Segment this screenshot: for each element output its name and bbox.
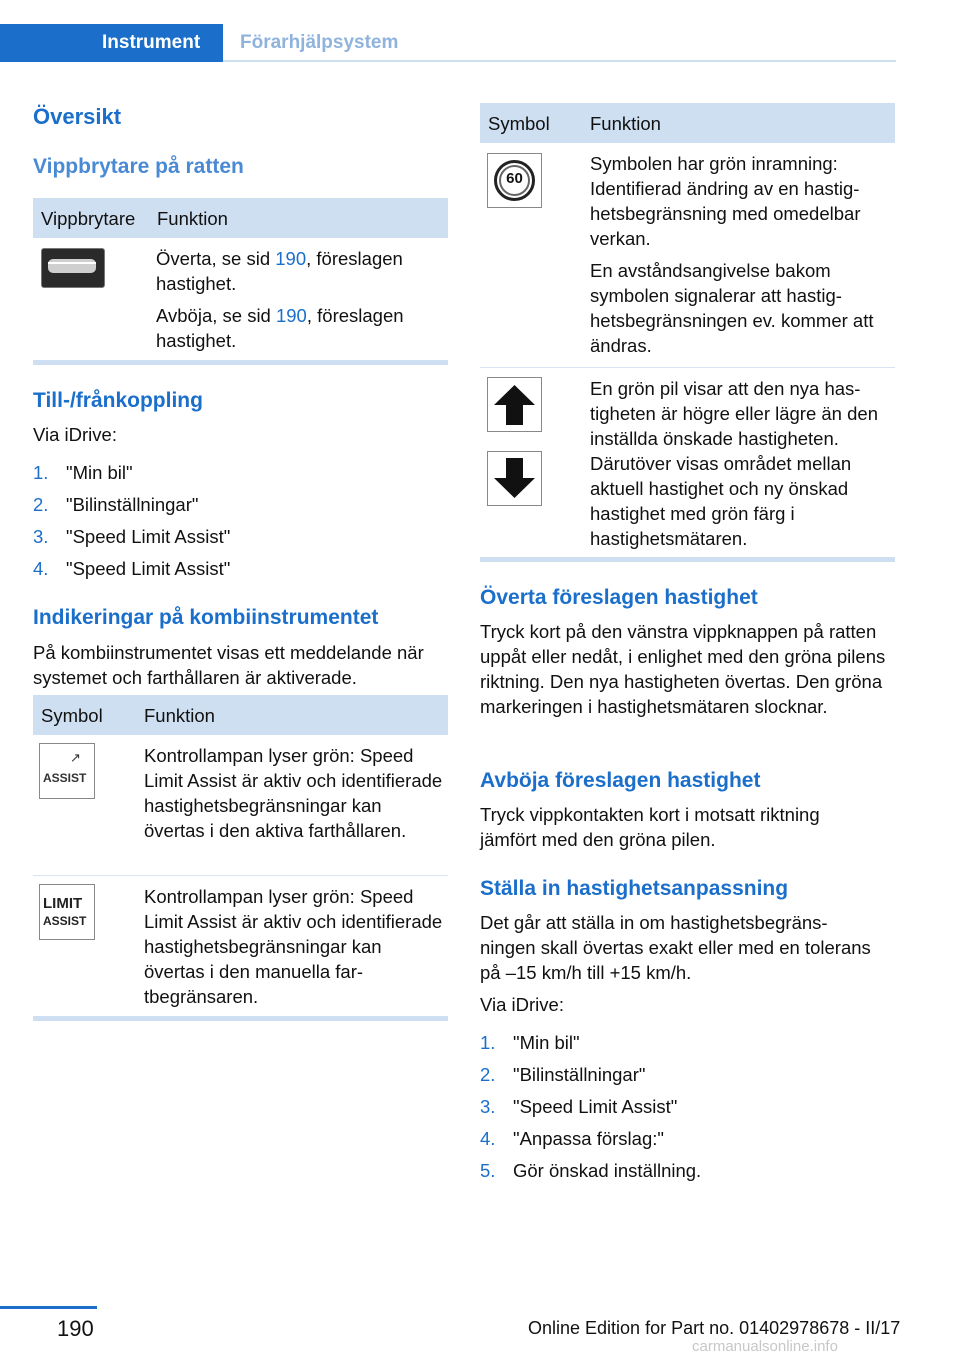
table-row <box>33 876 448 1016</box>
table-end-bar <box>480 557 895 562</box>
list-item: 3. "Speed Limit Assist" <box>480 1096 678 1117</box>
assist-indicator-icon: ↗ ASSIST <box>39 743 95 799</box>
table-end-bar <box>33 1016 448 1021</box>
assist-function-text: Kontrollampan lyser grön: Speed Limit Assist är aktiv och identifierade hastighetsbegränsningar kan övertas i den aktiva farthållaren. <box>144 745 443 841</box>
column-header-symbol: Symbol <box>41 705 103 726</box>
adjust-steps-list <box>480 1030 701 1190</box>
list-item: 1. "Min bil" <box>33 462 133 483</box>
symbol-table <box>480 103 895 562</box>
column-header-funktion: Funktion <box>157 208 228 229</box>
adjust-text: Det går att ställa in om hastighetsbegränsningen skall övertas exakt eller med en tolerans på –15 km/h till +15 km/h. <box>480 912 871 983</box>
list-item: 2. "Bilinställningar" <box>480 1064 646 1085</box>
column-header-vippbrytare: Vippbrytare <box>41 208 136 229</box>
page-link-190[interactable]: 190 <box>275 248 307 269</box>
column-header-funktion: Funktion <box>144 705 215 726</box>
rocker-table <box>33 198 448 365</box>
table-header <box>480 103 895 143</box>
footer-divider <box>0 1306 97 1309</box>
section-heading-accept: Överta föreslagen hastighet <box>480 586 758 609</box>
tab-instrument[interactable]: Instrument <box>0 24 223 62</box>
table-header <box>33 695 448 735</box>
list-item: 4. "Speed Limit Assist" <box>33 558 231 579</box>
rocker-function-text: Överta, se sid 190, föreslagen hastighet. Avböja, se sid 190, föreslagen hastighet. <box>156 248 404 351</box>
list-item: 2. "Bilinställningar" <box>33 494 199 515</box>
page-number: 190 <box>57 1316 94 1341</box>
arrow-function-text: En grön pil visar att den nya hastigheten är högre eller lägre än den inställda önskade hastigheten. Därutöver visas området mellan aktuell hastighet och ny önskad hastighet med grön färg i hastighetsmätaren. <box>590 378 878 549</box>
arrow-up-icon <box>487 377 542 432</box>
table-row <box>33 735 448 875</box>
limit-assist-function-text: Kontrollampan lyser grön: Speed Limit Assist är aktiv och identifierade hastighetsbegränsningar kan övertas i den manuella fartbegränsaren. <box>144 886 443 1007</box>
page-title: Översikt <box>33 104 122 129</box>
edition-text: Online Edition for Part no. 01402978678 - II/17 <box>528 1318 901 1338</box>
speed-limit-function-text: Symbolen har grön inramning: Identifierad ändring av en hastighetsbegränsning med omedelbar verkan. En avståndsangivelse bakom symbolen signalerar att hastighetsbegränsningen ev. kommer att ändras. <box>590 153 874 356</box>
column-header-symbol: Symbol <box>488 113 550 134</box>
list-item: 4. "Anpassa förslag:" <box>480 1128 664 1149</box>
section-heading-toggle: Till-/frånkoppling <box>33 389 203 412</box>
rocker-switch-icon <box>41 248 105 288</box>
watermark: carmanualsonline.info <box>692 1338 838 1355</box>
speed-limit-60-icon: 60 <box>487 153 542 208</box>
via-idrive-label: Via iDrive: <box>480 994 564 1015</box>
section-heading-rocker: Vippbrytare på ratten <box>33 155 244 178</box>
accept-text: Tryck kort på den vänstra vippknappen på ratten uppåt eller nedåt, i enlighet med den gröna pilens riktning. Den nya hastigheten övertas. Den gröna markeringen i hastighetsmätaren slocknar. <box>480 621 886 717</box>
table-row <box>480 368 895 557</box>
table-header <box>33 198 448 238</box>
indicators-text: På kombiinstrumentet visas ett meddelande när systemet och farthållaren är aktiverade. <box>33 642 424 688</box>
limit-assist-indicator-icon: LIMIT ASSIST <box>39 884 95 940</box>
section-heading-reject: Avböja föreslagen hastighet <box>480 769 761 792</box>
section-heading-indicators: Indikeringar på kombiinstrumentet <box>33 606 379 629</box>
list-item: 3. "Speed Limit Assist" <box>33 526 231 547</box>
arrow-down-icon <box>487 451 542 506</box>
list-item: 5. Gör önskad inställning. <box>480 1160 702 1181</box>
indicator-table <box>33 695 448 1021</box>
table-row <box>33 238 448 360</box>
table-row <box>480 143 895 367</box>
table-end-bar <box>33 360 448 365</box>
section-heading-adjust: Ställa in hastighetsanpassning <box>480 877 789 900</box>
idrive-steps-list <box>33 460 230 588</box>
list-item: 1. "Min bil" <box>480 1032 580 1053</box>
reject-text: Tryck vippkontakten kort i motsatt riktning jämfört med den gröna pilen. <box>480 804 820 850</box>
page-link-190[interactable]: 190 <box>275 305 307 326</box>
tab-forarhjalpsystem[interactable]: Förarhjälpsystem <box>240 32 399 53</box>
via-idrive-label: Via iDrive: <box>33 424 117 445</box>
column-header-funktion: Funktion <box>590 113 661 134</box>
